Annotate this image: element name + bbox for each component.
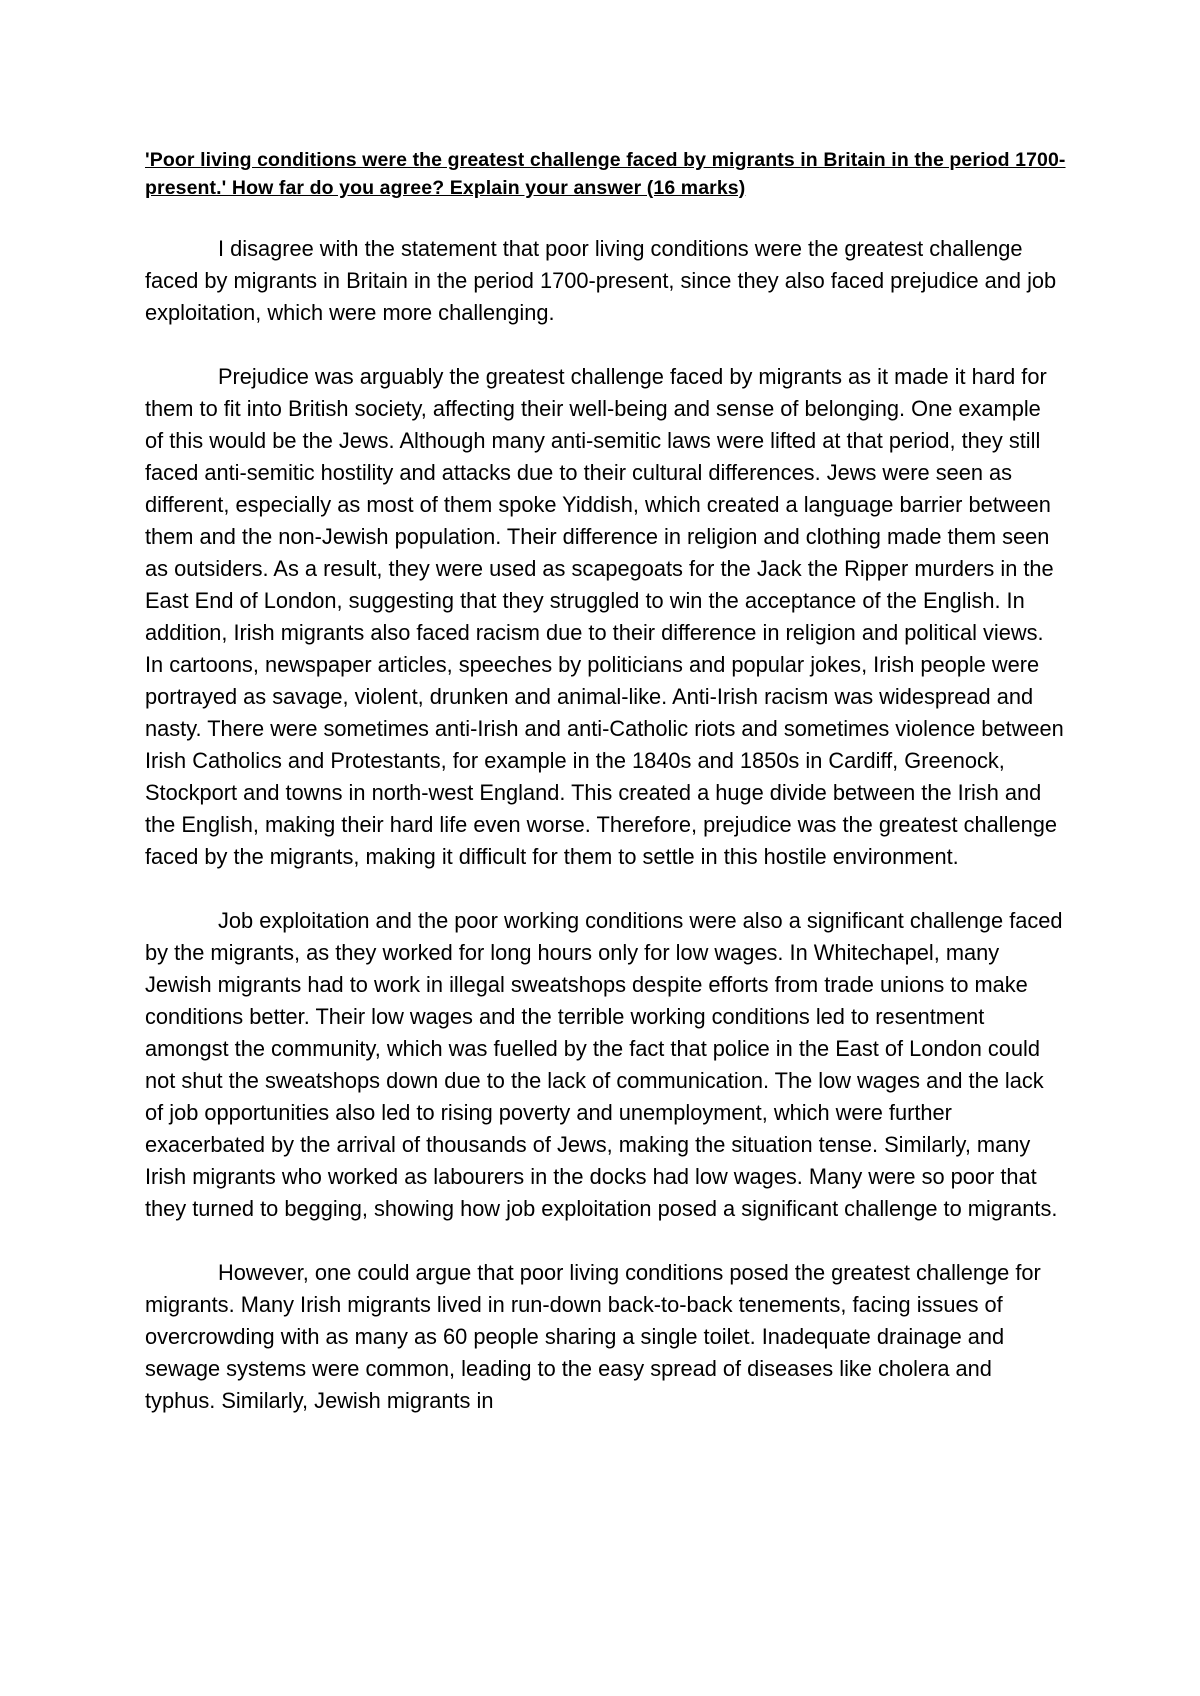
essay-question: 'Poor living conditions were the greatest challenge faced by migrants in Britain in the period 1700-present.' How far do you agree? Explain your answer (16 marks) xyxy=(145,149,1066,199)
paragraph-job-exploitation: Job exploitation and the poor working conditions were also a significant challenge faced by the migrants, as they worked for long hours only for low wages. In Whitechapel, many Jewish migrants had to work in illegal sweatshops despite efforts from trade unions to make conditions better. Their low wages and the terrible working conditions led to resentment amongst the community, which was fuelled by the fact that police in the East of London could not shut the sweatshops down due to the lack of communication. The low wages and the lack of job opportunities also led to rising poverty and unemployment, which were further exacerbated by the arrival of thousands of Jews, making the situation tense. Similarly, many Irish migrants who worked as labourers in the docks had low wages. Many were so poor that they turned to begging, showing how job exploitation posed a significant challenge to migrants. xyxy=(145,908,1063,1221)
paragraph-living-conditions: However, one could argue that poor living conditions posed the greatest challenge for migrants. Many Irish migrants lived in run-down back-to-back tenements, facing issues of overcrowding with as many as 60 people sharing a single toilet. Inadequate drainage and sewage systems were common, leading to the easy spread of diseases like cholera and typhus. Similarly, Jewish migrants in xyxy=(145,1260,1041,1413)
paragraph-prejudice: Prejudice was arguably the greatest challenge faced by migrants as it made it hard for them to fit into British society, affecting their well-being and sense of belonging. One example of this would be the Jews. Although many anti-semitic laws were lifted at that period, they still faced anti-semitic hostility and attacks due to their cultural differences. Jews were seen as different, especially as most of them spoke Yiddish, which created a language barrier between them and the non-Jewish population. Their difference in religion and clothing made them seen as outsiders. As a result, they were used as scapegoats for the Jack the Ripper murders in the East End of London, suggesting that they struggled to win the acceptance of the English. In addition, Irish migrants also faced racism due to their difference in religion and political views. In cartoons, newspaper articles, speeches by politicians and popular jokes, Irish people were portrayed as savage, violent, drunken and animal-like. Anti-Irish racism was widespread and nasty. There were sometimes anti-Irish and anti-Catholic riots and sometimes violence between Irish Catholics and Protestants, for example in the 1840s and 1850s in Cardiff, Greenock, Stockport and towns in north-west England. This created a huge divide between the Irish and the English, making their hard life even worse. Therefore, prejudice was the greatest challenge faced by the migrants, making it difficult for them to settle in this hostile environment. xyxy=(145,364,1064,869)
essay-body xyxy=(145,233,1065,1417)
paragraph-introduction: I disagree with the statement that poor living conditions were the greatest challenge faced by migrants in Britain in the period 1700-present, since they also faced prejudice and job exploitation, which were more challenging. xyxy=(145,236,1057,325)
